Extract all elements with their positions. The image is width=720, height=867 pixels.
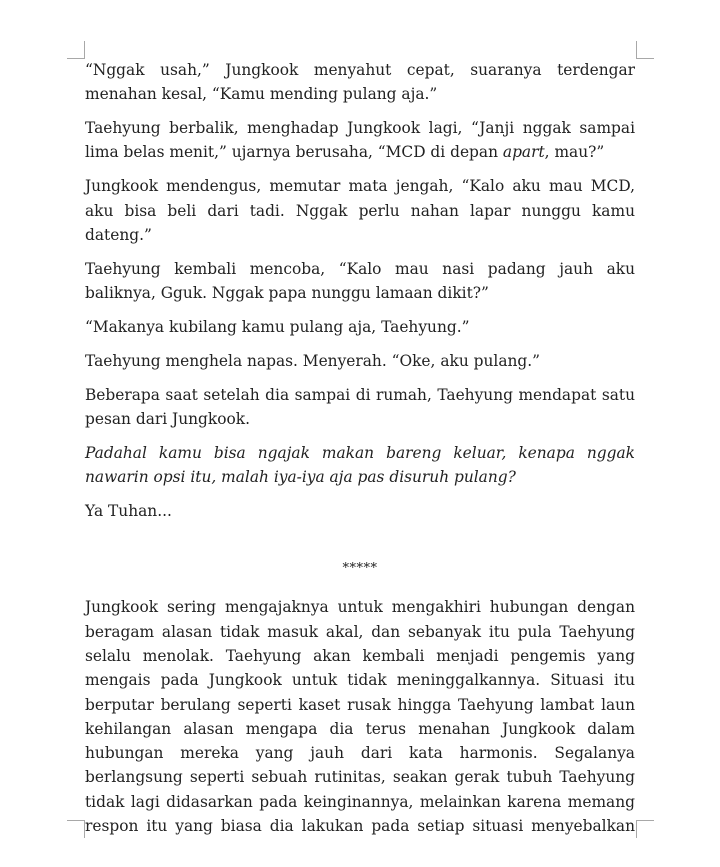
paragraph-2-end: , mau?” (544, 143, 605, 162)
paragraph-6: Taehyung menghela napas. Menyerah. “Oke, aku pulang.” (85, 351, 541, 370)
paragraph-5: “Makanya kubilang kamu pulang aja, Taehyung.” (85, 318, 470, 337)
paragraph-4: Taehyung kembali mencoba, “Kalo mau nasi padang jauh aku baliknya, Gguk. Nggak papa nunggu lamaan dikit?” (85, 259, 635, 303)
paragraph-9: Ya Tuhan... (85, 502, 172, 521)
paragraph-10: Jungkook sering mengajaknya untuk mengakhiri hubungan dengan beragam alasan tidak masuk akal, dan sebanyak itu pula Taehyung selalu menolak. Taehyung akan kembali menjadi pengemis yang mengais pada Jungkook untuk tidak meninggalkannya. Situasi itu berputar berulang seperti kaset rusak hingga Taehyung lambat laun kehilangan alasan mengapa dia terus menahan Jungkook dalam hubungan mereka yang jauh dari kata harmonis. Segalanya berlangsung seperti sebuah rutinitas, seakan gerak tubuh Taehyung tidak lagi didasarkan pada keinginannya, melainkan karena memang respon itu yang biasa dia lakukan pada setiap situasi menyebalkan (85, 598, 635, 836)
crop-mark-bottom-left (67, 820, 85, 838)
paragraph-2-start: Taehyung berbalik, menghadap Jungkook lagi, “Janji nggak sampai lima belas menit,” ujarnya berusaha, “MCD di depan (85, 119, 635, 162)
paragraph-3: Jungkook mendengus, memutar mata jengah, “Kalo aku mau MCD, aku bisa beli dari tadi. Nggak perlu nahan lapar nunggu kamu dateng.” (85, 177, 635, 244)
paragraph-8-message: Padahal kamu bisa ngajak makan bareng keluar, kenapa nggak nawarin opsi itu, malah iya-iya aja pas disuruh pulang? (85, 444, 635, 487)
paragraph-1: “Nggak usah,” Jungkook menyahut cepat, suaranya terdengar menahan kesal, “Kamu mending pulang aja.” (85, 61, 635, 104)
paragraph-2-emphasis: apart (502, 143, 545, 162)
blank-line (85, 533, 635, 557)
paragraph-7: Beberapa saat setelah dia sampai di rumah, Taehyung mendapat satu pesan dari Jungkook. (85, 385, 635, 429)
document-body[interactable] (85, 58, 635, 836)
crop-mark-top-right (636, 41, 654, 59)
crop-mark-bottom-right (636, 820, 654, 838)
scene-separator: ***** (342, 561, 378, 577)
crop-mark-top-left (67, 41, 85, 59)
paragraph-2 (85, 116, 635, 165)
